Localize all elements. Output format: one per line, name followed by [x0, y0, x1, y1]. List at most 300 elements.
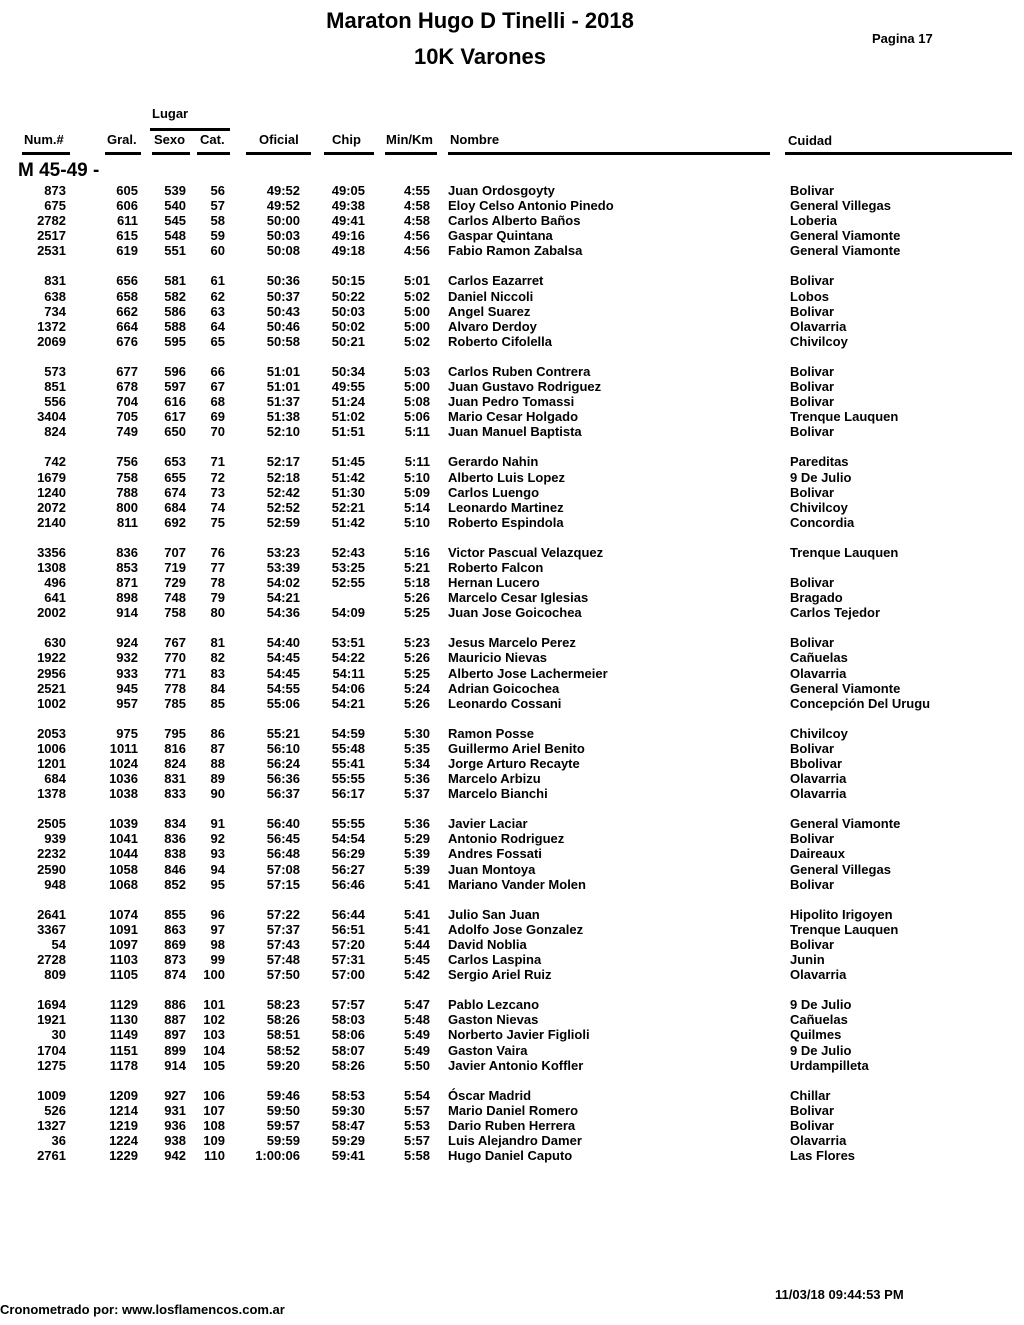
place-overall: 1058 [109, 861, 138, 877]
bib-number: 1694 [37, 997, 66, 1013]
runner-name: Roberto Falcon [448, 559, 544, 575]
chip-time: 51:30 [331, 484, 365, 500]
table-row [0, 394, 1024, 409]
runner-name: Gaston Vaira [448, 1042, 528, 1058]
bib-number: 1240 [37, 484, 66, 500]
bib-number: 2521 [37, 680, 66, 696]
place-gender: 855 [164, 906, 186, 922]
runner-city: Bolivar [790, 303, 835, 319]
runner-name: Adolfo Jose Gonzalez [448, 921, 584, 937]
chip-time: 52:43 [331, 544, 365, 560]
place-category: 61 [210, 273, 225, 289]
chip-time: 49:05 [331, 183, 365, 198]
place-category: 104 [203, 1042, 225, 1058]
place-gender: 897 [164, 1027, 186, 1043]
bib-number: 526 [44, 1102, 66, 1118]
bib-number: 1308 [37, 559, 66, 575]
runner-name: Marcelo Bianchi [448, 786, 548, 802]
bib-number: 2072 [37, 499, 66, 515]
runner-name: Sergio Ariel Ruiz [448, 967, 552, 983]
num-underline [22, 152, 70, 155]
bib-number: 2232 [37, 846, 66, 862]
place-overall: 924 [116, 635, 138, 651]
minkm-underline [385, 152, 437, 155]
place-category: 90 [210, 786, 225, 802]
place-gender: 914 [164, 1057, 186, 1073]
place-category: 81 [210, 635, 225, 651]
chip-time: 58:53 [331, 1087, 365, 1103]
place-gender: 846 [164, 861, 186, 877]
pace: 5:26 [403, 695, 430, 711]
chip-time: 58:06 [331, 1027, 365, 1043]
bib-number: 2590 [37, 861, 66, 877]
table-row [0, 1148, 1024, 1163]
place-overall: 1038 [109, 786, 138, 802]
pace: 5:37 [403, 786, 430, 802]
place-overall: 1129 [109, 997, 138, 1013]
runner-city: Trenque Lauquen [790, 921, 899, 937]
place-category: 80 [210, 605, 225, 621]
runner-name: Carlos Laspina [448, 952, 542, 968]
pace: 5:21 [403, 559, 430, 575]
table-row [0, 786, 1024, 801]
chip-time: 56:27 [331, 861, 365, 877]
place-category: 74 [210, 499, 225, 515]
place-gender: 655 [164, 469, 186, 485]
chip-time: 59:29 [331, 1132, 365, 1148]
chip-time: 58:47 [331, 1117, 365, 1133]
place-overall: 1151 [109, 1042, 138, 1058]
place-category: 73 [210, 484, 225, 500]
place-overall: 1214 [109, 1102, 138, 1118]
place-overall: 1091 [109, 921, 138, 937]
runner-city: Bolivar [790, 1117, 835, 1133]
runner-name: Carlos Ruben Contrera [448, 363, 591, 379]
official-time: 57:08 [266, 861, 300, 877]
chip-time: 49:16 [331, 228, 365, 244]
runner-name: Óscar Madrid [448, 1087, 532, 1103]
runner-city: Chivilcoy [790, 333, 848, 349]
runner-name: Mario Cesar Holgado [448, 409, 579, 425]
table-row [0, 696, 1024, 711]
place-overall: 1097 [109, 936, 138, 952]
runner-name: Guillermo Ariel Benito [448, 740, 585, 756]
chip-underline [324, 152, 374, 155]
runner-city: Concordia [790, 514, 855, 530]
chip-time: 56:46 [331, 876, 365, 892]
runner-name: Hugo Daniel Caputo [448, 1148, 573, 1164]
bib-number: 831 [44, 273, 66, 289]
chip-time: 57:00 [331, 967, 365, 983]
runner-city: Olavarria [790, 786, 847, 802]
table-row [0, 771, 1024, 786]
place-gender: 942 [164, 1148, 186, 1164]
official-time: 59:57 [266, 1117, 300, 1133]
table-row [0, 997, 1024, 1012]
place-gender: 824 [164, 756, 186, 771]
runner-name: Victor Pascual Velazquez [448, 544, 604, 560]
table-row [0, 1058, 1024, 1073]
place-overall: 662 [116, 303, 138, 319]
runner-name: Jesus Marcelo Perez [448, 635, 576, 651]
gral-underline [105, 152, 141, 155]
runner-city: Bolivar [790, 363, 835, 379]
pace: 5:00 [403, 303, 430, 319]
bib-number: 684 [44, 771, 66, 787]
runner-city: General Viamonte [790, 228, 901, 244]
place-gender: 938 [164, 1132, 186, 1148]
place-gender: 863 [164, 921, 186, 937]
runner-city: 9 De Julio [790, 1042, 852, 1058]
place-category: 77 [210, 559, 225, 575]
place-overall: 945 [116, 680, 138, 696]
col-header-sexo: Sexo [154, 132, 186, 147]
pace: 5:54 [403, 1087, 430, 1103]
runner-city: Olavarria [790, 1132, 847, 1148]
official-time: 54:45 [266, 650, 300, 666]
place-overall: 677 [116, 363, 138, 379]
official-time: 54:02 [266, 575, 300, 591]
place-gender: 551 [164, 243, 186, 259]
pace: 5:41 [403, 921, 430, 937]
runner-name: Gaspar Quintana [448, 228, 553, 244]
pace: 5:42 [403, 967, 430, 983]
place-gender: 596 [164, 363, 186, 379]
runner-city: Urdampilleta [790, 1057, 869, 1073]
pace: 5:01 [403, 273, 430, 289]
table-row [0, 289, 1024, 304]
runner-city: Las Flores [790, 1148, 856, 1164]
runner-name: Mariano Vander Molen [448, 876, 586, 892]
bib-number: 824 [44, 424, 66, 440]
bib-number: 1378 [37, 786, 66, 802]
pace: 5:00 [403, 379, 430, 395]
chip-time: 55:55 [331, 816, 365, 832]
place-gender: 586 [164, 303, 186, 319]
place-gender: 886 [164, 997, 186, 1013]
place-gender: 927 [164, 1087, 186, 1103]
place-overall: 1209 [109, 1087, 138, 1103]
place-overall: 605 [116, 183, 138, 198]
table-row [0, 1118, 1024, 1133]
chip-time: 56:17 [331, 786, 365, 802]
runner-name: David Noblia [448, 936, 527, 952]
runner-name: Angel Suarez [448, 303, 531, 319]
place-overall: 656 [116, 273, 138, 289]
bib-number: 2053 [37, 725, 66, 741]
runner-city: Hipolito Irigoyen [790, 906, 893, 922]
runner-city: Cañuelas [790, 650, 848, 666]
bib-number: 630 [44, 635, 66, 651]
place-gender: 597 [164, 379, 186, 395]
runner-city: Bolivar [790, 831, 835, 847]
bib-number: 2728 [37, 952, 66, 968]
col-header-chip: Chip [332, 132, 361, 147]
table-row [0, 937, 1024, 952]
runner-name: Dario Ruben Herrera [448, 1117, 576, 1133]
place-category: 91 [210, 816, 225, 832]
pace: 5:10 [403, 514, 430, 530]
official-time: 50:43 [266, 303, 300, 319]
runner-name: Jorge Arturo Recayte [448, 756, 580, 771]
pace: 5:53 [403, 1117, 430, 1133]
official-time: 50:37 [266, 288, 300, 304]
runner-name: Julio San Juan [448, 906, 540, 922]
bib-number: 939 [44, 831, 66, 847]
pace: 5:49 [403, 1027, 430, 1043]
table-row [0, 1043, 1024, 1058]
col-header-minkm: Min/Km [386, 132, 433, 147]
official-time: 50:00 [266, 213, 300, 229]
runner-city: 9 De Julio [790, 997, 852, 1013]
place-gender: 836 [164, 831, 186, 847]
place-category: 85 [210, 695, 225, 711]
table-row [0, 575, 1024, 590]
place-category: 93 [210, 846, 225, 862]
bib-number: 573 [44, 363, 66, 379]
ciudad-underline [785, 152, 1012, 155]
runner-city: Bragado [790, 590, 843, 606]
table-row [0, 681, 1024, 696]
chip-time: 56:44 [331, 906, 365, 922]
chip-time: 51:42 [331, 469, 365, 485]
pace: 5:26 [403, 650, 430, 666]
official-time: 57:43 [266, 936, 300, 952]
place-category: 88 [210, 756, 225, 771]
official-time: 56:36 [266, 771, 300, 787]
table-row [0, 907, 1024, 922]
official-time: 57:50 [266, 967, 300, 983]
official-time: 54:45 [266, 665, 300, 681]
place-gender: 545 [164, 213, 186, 229]
runner-city: Pareditas [790, 454, 849, 470]
chip-time: 54:54 [331, 831, 365, 847]
table-row [0, 304, 1024, 319]
runner-city: Olavarria [790, 967, 847, 983]
bib-number: 1921 [37, 1012, 66, 1028]
place-overall: 749 [116, 424, 138, 440]
place-gender: 719 [164, 559, 186, 575]
place-category: 101 [203, 997, 225, 1013]
pace: 5:11 [404, 454, 430, 470]
cat-underline [197, 152, 230, 155]
col-header-oficial: Oficial [259, 132, 299, 147]
official-time: 50:36 [266, 273, 300, 289]
place-category: 92 [210, 831, 225, 847]
place-overall: 898 [116, 590, 138, 606]
page-subtitle: 10K Varones [413, 44, 547, 69]
bib-number: 3404 [37, 409, 66, 425]
runner-city: Bolivar [790, 1102, 835, 1118]
place-overall: 811 [117, 514, 138, 530]
chip-time: 55:48 [331, 740, 365, 756]
pace: 5:25 [403, 605, 430, 621]
place-category: 57 [210, 198, 225, 214]
official-time: 51:38 [266, 409, 300, 425]
pace: 5:00 [403, 318, 430, 334]
place-overall: 676 [116, 333, 138, 349]
lugar-underline [150, 128, 230, 131]
official-time: 59:46 [266, 1087, 300, 1103]
runner-city: Junin [790, 952, 825, 968]
runner-name: Javier Antonio Koffler [448, 1057, 584, 1073]
category-heading: M 45-49 - [18, 160, 100, 181]
place-overall: 1178 [109, 1057, 138, 1073]
official-time: 50:58 [266, 333, 300, 349]
chip-time: 50:15 [331, 273, 365, 289]
chip-time: 50:22 [331, 288, 365, 304]
place-overall: 678 [116, 379, 138, 395]
official-time: 55:06 [266, 695, 300, 711]
col-header-cat: Cat. [200, 132, 225, 147]
official-time: 51:37 [266, 394, 300, 410]
place-gender: 931 [164, 1102, 186, 1118]
table-row [0, 1088, 1024, 1103]
official-time: 59:59 [266, 1132, 300, 1148]
runner-city: Trenque Lauquen [790, 544, 899, 560]
place-gender: 707 [164, 544, 186, 560]
official-time: 57:48 [266, 952, 300, 968]
place-gender: 758 [164, 605, 186, 621]
place-category: 89 [210, 771, 225, 787]
runner-name: Daniel Niccoli [448, 288, 534, 304]
runner-name: Alvaro Derdoy [448, 318, 537, 334]
col-header-gral: Gral. [107, 132, 137, 147]
runner-city: Bolivar [790, 379, 835, 395]
place-overall: 758 [116, 469, 138, 485]
pace: 5:39 [403, 861, 430, 877]
chip-time: 57:57 [331, 997, 365, 1013]
official-time: 52:18 [266, 469, 300, 485]
chip-time: 49:18 [331, 243, 365, 259]
bib-number: 1006 [37, 740, 66, 756]
place-category: 103 [203, 1027, 225, 1043]
pace: 5:30 [403, 725, 430, 741]
pace: 5:35 [403, 740, 430, 756]
place-overall: 1036 [109, 771, 138, 787]
bib-number: 1704 [37, 1042, 66, 1058]
bib-number: 2956 [37, 665, 66, 681]
place-gender: 729 [164, 575, 186, 591]
bib-number: 1327 [37, 1117, 66, 1133]
official-time: 59:50 [266, 1102, 300, 1118]
runner-city: Chillar [790, 1087, 831, 1103]
runner-name: Marcelo Arbizu [448, 771, 541, 787]
place-overall: 932 [116, 650, 138, 666]
place-category: 84 [210, 680, 225, 696]
pace: 5:11 [404, 424, 430, 440]
place-gender: 852 [164, 876, 186, 892]
table-row [0, 741, 1024, 756]
table-row [0, 650, 1024, 665]
place-overall: 1229 [109, 1148, 138, 1164]
runner-city: Olavarria [790, 665, 847, 681]
pace: 5:06 [403, 409, 430, 425]
place-category: 67 [210, 379, 225, 395]
chip-time: 54:06 [331, 680, 365, 696]
place-overall: 933 [116, 665, 138, 681]
table-row [0, 816, 1024, 831]
table-row [0, 877, 1024, 892]
runner-city: Bolivar [790, 394, 835, 410]
runner-name: Juan Manuel Baptista [448, 424, 582, 440]
table-row [0, 243, 1024, 258]
pace: 5:09 [403, 484, 430, 500]
pace: 5:08 [403, 394, 430, 410]
chip-time: 54:09 [331, 605, 365, 621]
place-category: 70 [210, 424, 225, 440]
runner-city: Trenque Lauquen [790, 409, 899, 425]
bib-number: 742 [44, 454, 66, 470]
pace: 5:02 [403, 288, 430, 304]
chip-time: 59:30 [331, 1102, 365, 1118]
bib-number: 873 [44, 183, 66, 198]
place-overall: 1130 [109, 1012, 138, 1028]
place-category: 94 [210, 861, 225, 877]
official-time: 56:24 [266, 756, 300, 771]
official-time: 52:59 [266, 514, 300, 530]
official-time: 53:39 [266, 559, 300, 575]
chip-time: 52:21 [331, 499, 365, 515]
runner-name: Mario Daniel Romero [448, 1102, 579, 1118]
timing-credit: Cronometrado por: www.losflamencos.com.ar [0, 1302, 285, 1317]
place-gender: 899 [164, 1042, 186, 1058]
page-title: Maraton Hugo D Tinelli - 2018 [326, 8, 634, 33]
runner-city: Bolivar [790, 484, 835, 500]
place-overall: 1149 [109, 1027, 138, 1043]
runner-name: Juan Jose Goicochea [448, 605, 582, 621]
table-row [0, 515, 1024, 530]
place-category: 86 [210, 725, 225, 741]
chip-time: 51:42 [331, 514, 365, 530]
bib-number: 675 [44, 198, 66, 214]
place-overall: 1044 [109, 846, 138, 862]
runner-name: Roberto Cifolella [448, 333, 553, 349]
bib-number: 2782 [37, 213, 66, 229]
chip-time: 57:20 [331, 936, 365, 952]
official-time: 58:51 [266, 1027, 300, 1043]
official-time: 58:52 [266, 1042, 300, 1058]
oficial-underline [246, 152, 311, 155]
place-gender: 874 [164, 967, 186, 983]
table-row [0, 228, 1024, 243]
runner-city: Bolivar [790, 876, 835, 892]
place-category: 100 [203, 967, 225, 983]
official-time: 58:23 [266, 997, 300, 1013]
pace: 4:58 [403, 213, 430, 229]
official-time: 57:15 [266, 876, 300, 892]
official-time: 53:23 [266, 544, 300, 560]
table-row [0, 605, 1024, 620]
bib-number: 948 [44, 876, 66, 892]
place-gender: 873 [164, 952, 186, 968]
place-category: 107 [203, 1102, 225, 1118]
place-gender: 767 [164, 635, 186, 651]
place-gender: 684 [164, 499, 186, 515]
bib-number: 3356 [37, 544, 66, 560]
place-category: 66 [210, 363, 225, 379]
table-row [0, 1012, 1024, 1027]
pace: 5:23 [403, 635, 430, 651]
runner-city: General Viamonte [790, 243, 901, 259]
bib-number: 496 [44, 575, 66, 591]
official-time: 56:48 [266, 846, 300, 862]
table-row [0, 470, 1024, 485]
place-overall: 658 [116, 288, 138, 304]
place-overall: 1041 [109, 831, 138, 847]
runner-city: Bolivar [790, 575, 835, 591]
place-category: 56 [210, 183, 225, 198]
